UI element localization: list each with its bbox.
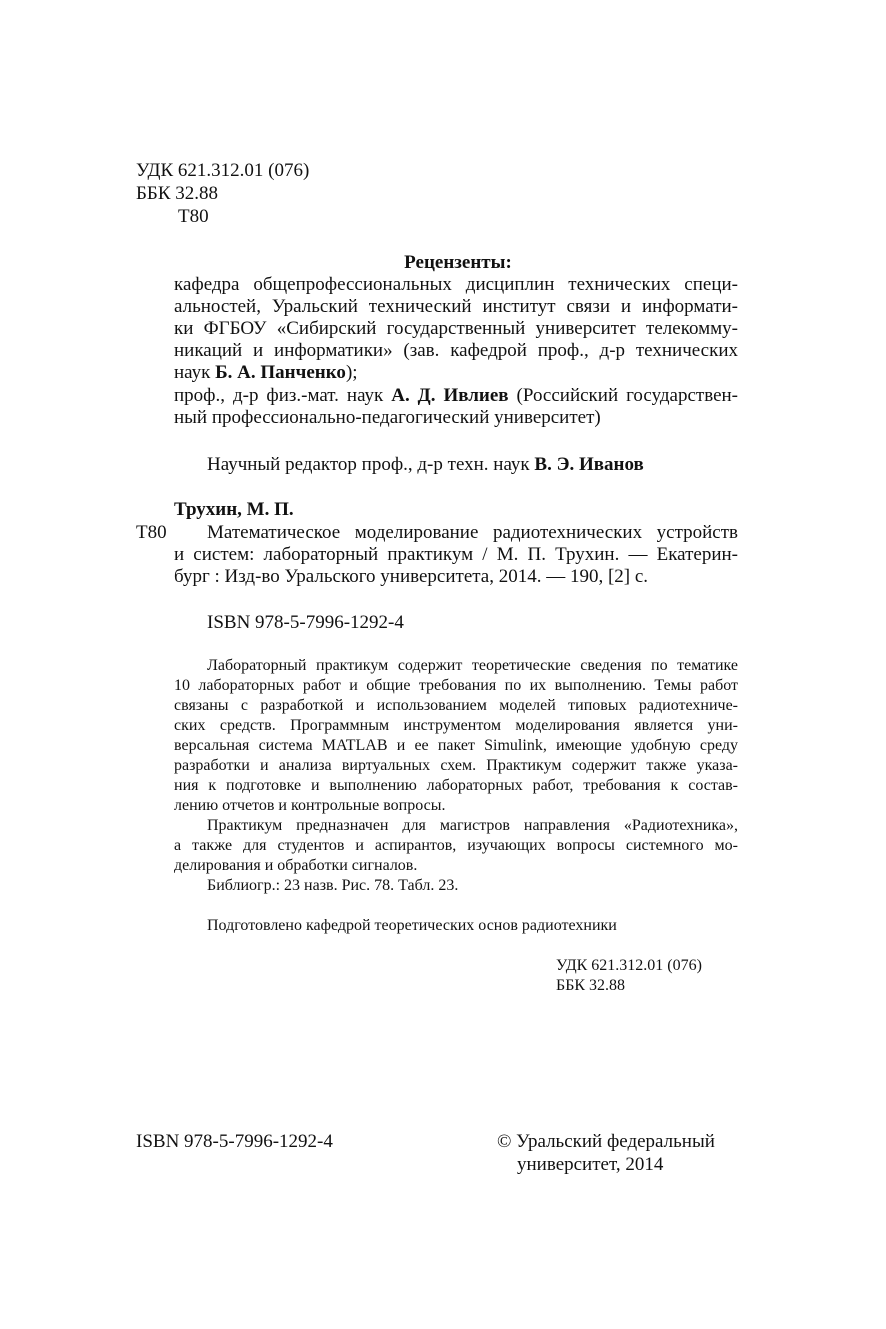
copyright-line: университет, 2014 bbox=[517, 1154, 664, 1175]
reviewer-2-name: А. Д. Ивлиев bbox=[391, 385, 509, 406]
record-line: и систем: лабораторный практикум / М. П. Трухин. — Екатерин- bbox=[174, 544, 738, 565]
footer-isbn: ISBN 978-5-7996-1292-4 bbox=[136, 1131, 333, 1152]
reviewer-2-line: проф., д-р физ.-мат. наук А. Д. Ивлиев (Российский государствен- bbox=[174, 385, 738, 406]
record-author: Трухин, М. П. bbox=[174, 499, 294, 520]
abstract-line: связаны с разработкой и использованием моделей типовых радиотехниче- bbox=[174, 697, 738, 714]
reviewer-1-line: альностей, Уральский технический институт связи и информати- bbox=[174, 296, 738, 317]
reviewer-1-name: Б. А. Панченко bbox=[215, 362, 346, 383]
reviewers-block bbox=[174, 274, 738, 429]
record-mark: Т80 bbox=[136, 522, 167, 543]
reviewer-1-line: наук Б. А. Панченко); bbox=[174, 362, 358, 383]
reviewer-2-line: ный профессионально-педагогический университет) bbox=[174, 407, 601, 428]
reviewer-1-line: никаций и информатики» (зав. кафедрой проф., д-р технических bbox=[174, 340, 738, 361]
abstract-line: а также для студентов и аспирантов, изучающих вопросы системного мо- bbox=[174, 837, 738, 854]
bbk-code-bottom: ББК 32.88 bbox=[556, 977, 626, 994]
reviewer-1-line: кафедра общепрофессиональных дисциплин технических специ- bbox=[174, 274, 738, 295]
abstract-line: ских средств. Программным инструментом моделирования является уни- bbox=[174, 717, 738, 734]
record-line: бург : Изд-во Уральского университета, 2014. — 190, [2] с. bbox=[174, 566, 649, 587]
record-isbn: ISBN 978-5-7996-1292-4 bbox=[207, 612, 404, 633]
prepared-by: Подготовлено кафедрой теоретических основ радиотехники bbox=[207, 917, 617, 934]
abstract-line: Практикум предназначен для магистров направления «Радиотехника», bbox=[207, 817, 738, 834]
author-mark: Т80 bbox=[178, 206, 209, 227]
abstract-line: 10 лабораторных работ и общие требования по их выполнению. Темы работ bbox=[174, 677, 738, 694]
udk-code-bottom: УДК 621.312.01 (076) bbox=[556, 957, 702, 974]
record-description bbox=[174, 522, 738, 588]
abstract-line: разработки и анализа виртуальных схем. Практикум содержит также указа- bbox=[174, 757, 738, 774]
copyright-line: © Уральский федеральный bbox=[497, 1131, 715, 1152]
abstract-line: ния к подготовке и выполнению лабораторных работ, требования к состав- bbox=[174, 777, 738, 794]
bibliography-count: Библиогр.: 23 назв. Рис. 78. Табл. 23. bbox=[207, 877, 459, 894]
reviewers-heading: Рецензенты: bbox=[404, 252, 512, 273]
bbk-code: ББК 32.88 bbox=[136, 183, 218, 204]
udk-code: УДК 621.312.01 (076) bbox=[136, 160, 310, 181]
reviewer-1-line: ки ФГБОУ «Сибирский государственный университет телекомму- bbox=[174, 318, 738, 339]
editor-name: В. Э. Иванов bbox=[534, 454, 644, 475]
abstract-line: лению отчетов и контрольные вопросы. bbox=[174, 797, 446, 814]
abstract-line: Лабораторный практикум содержит теоретические сведения по тематике bbox=[207, 657, 738, 674]
abstract bbox=[174, 656, 738, 896]
abstract-line: делирования и обработки сигналов. bbox=[174, 857, 418, 874]
scientific-editor: Научный редактор проф., д-р техн. наук В. Э. Иванов bbox=[207, 454, 644, 475]
record-line: Математическое моделирование радиотехнических устройств bbox=[207, 522, 738, 543]
abstract-line: версальная система MATLAB и ее пакет Simulink, имеющие удобную среду bbox=[174, 737, 738, 754]
